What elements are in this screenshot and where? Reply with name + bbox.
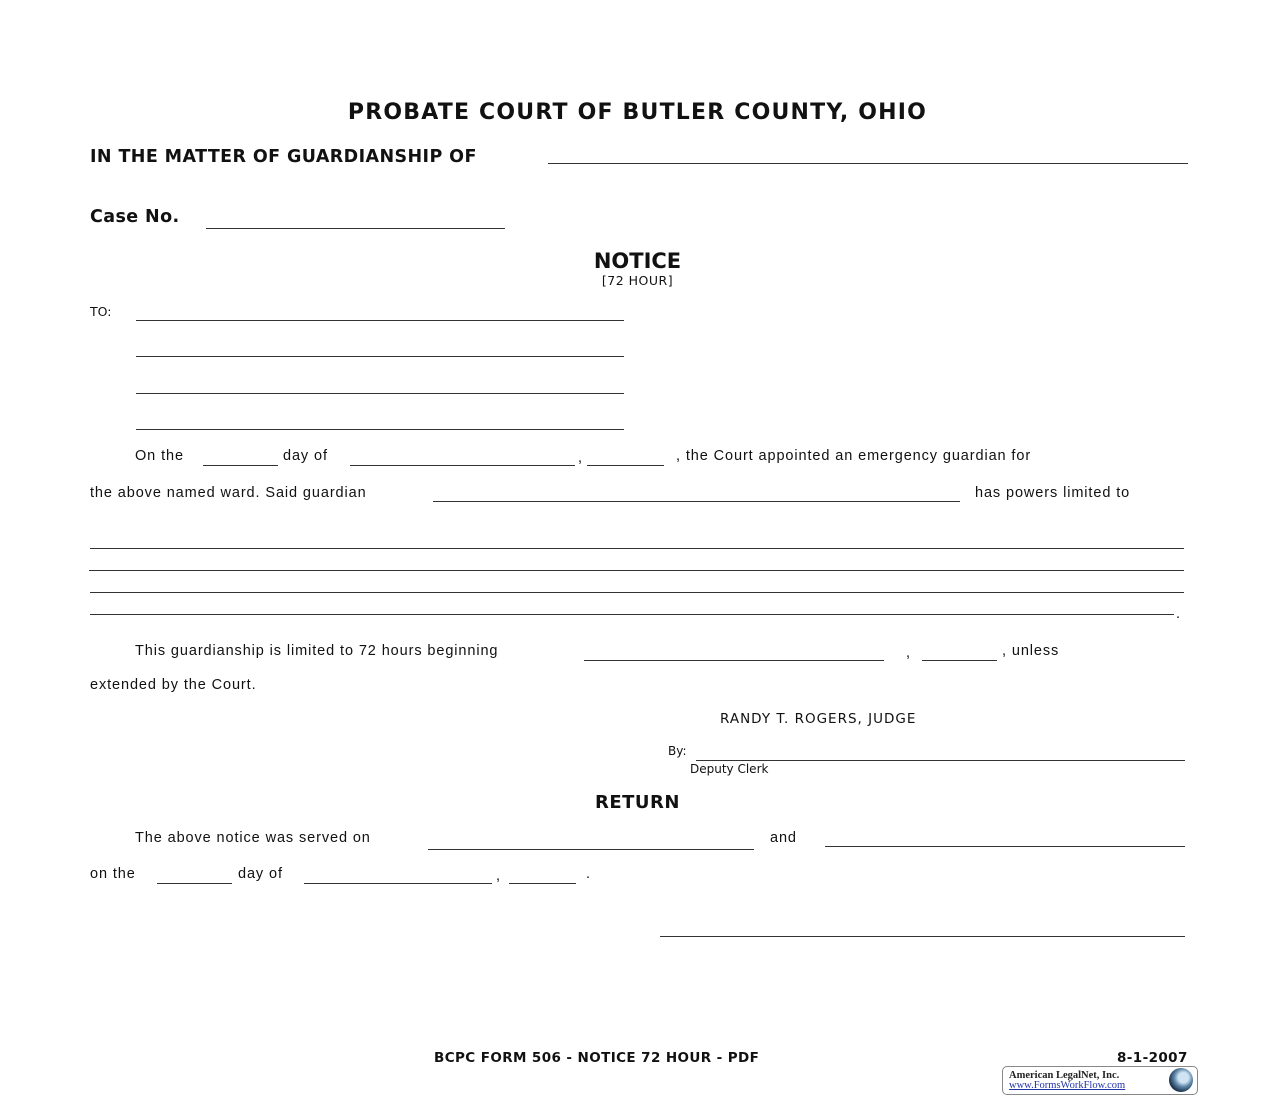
on-the-label: on the: [90, 866, 136, 882]
recipient-line-2-field[interactable]: [136, 342, 624, 357]
period: .: [586, 866, 591, 882]
extended-text: extended by the Court.: [90, 677, 257, 693]
logo-url-link[interactable]: www.FormsWorkFlow.com: [1009, 1080, 1126, 1091]
notice-subtitle: [72 HOUR]: [601, 273, 674, 288]
ward-name-field[interactable]: [548, 149, 1188, 164]
on-the-label: On the: [135, 448, 184, 464]
beginning-year-field[interactable]: [922, 646, 997, 661]
served-person-2-field[interactable]: [825, 832, 1185, 847]
served-person-1-field[interactable]: [428, 835, 754, 850]
to-label: TO:: [90, 304, 112, 319]
by-label: By:: [668, 744, 687, 758]
guardian-name-field[interactable]: [433, 487, 960, 502]
limited-hours-text: This guardianship is limited to 72 hours beginning: [135, 643, 499, 659]
day-of-label: day of: [238, 866, 283, 882]
judge-name: RANDY T. ROGERS, JUDGE: [720, 711, 917, 727]
service-day-field[interactable]: [157, 869, 232, 884]
appointment-month-field[interactable]: [350, 451, 575, 466]
service-year-field[interactable]: [509, 869, 576, 884]
deputy-clerk-signature-field[interactable]: [696, 746, 1185, 761]
logo-company: American LegalNet, Inc.: [1009, 1070, 1120, 1081]
form-date: 8-1-2007: [1117, 1050, 1188, 1066]
form-id: BCPC FORM 506 - NOTICE 72 HOUR - PDF: [434, 1050, 760, 1066]
powers-line-4-field[interactable]: [90, 600, 1174, 615]
notice-title: NOTICE: [593, 249, 682, 273]
powers-line-3-field[interactable]: [90, 578, 1184, 593]
return-title: RETURN: [595, 792, 680, 813]
server-signature-field[interactable]: [660, 922, 1185, 937]
american-legalnet-logo[interactable]: [1002, 1066, 1198, 1095]
appointment-day-field[interactable]: [203, 451, 278, 466]
period: .: [1176, 606, 1181, 622]
service-month-field[interactable]: [304, 869, 492, 884]
case-no-label: Case No.: [90, 207, 180, 227]
appointed-text: , the Court appointed an emergency guardian for: [676, 448, 1032, 464]
served-on-text: The above notice was served on: [135, 830, 371, 846]
recipient-line-3-field[interactable]: [136, 379, 624, 394]
comma: ,: [496, 868, 501, 884]
beginning-date-field[interactable]: [584, 646, 884, 661]
case-number-field[interactable]: [206, 214, 505, 229]
and-text: and: [770, 830, 797, 846]
comma: ,: [906, 645, 911, 661]
deputy-clerk-label: Deputy Clerk: [690, 762, 769, 776]
unless-text: , unless: [1002, 643, 1060, 659]
court-title: PROBATE COURT OF BUTLER COUNTY, OHIO: [347, 100, 928, 125]
appointment-year-field[interactable]: [587, 451, 664, 466]
powers-limited-text: has powers limited to: [975, 485, 1131, 501]
powers-line-2-field[interactable]: [89, 556, 1184, 571]
globe-icon: [1169, 1068, 1193, 1092]
said-guardian-text: the above named ward. Said guardian: [90, 485, 367, 501]
day-of-label: day of: [283, 448, 328, 464]
powers-line-1-field[interactable]: [90, 534, 1184, 549]
comma: ,: [578, 450, 583, 466]
recipient-line-1-field[interactable]: [136, 306, 624, 321]
matter-label: IN THE MATTER OF GUARDIANSHIP OF: [90, 147, 477, 167]
recipient-line-4-field[interactable]: [136, 415, 624, 430]
